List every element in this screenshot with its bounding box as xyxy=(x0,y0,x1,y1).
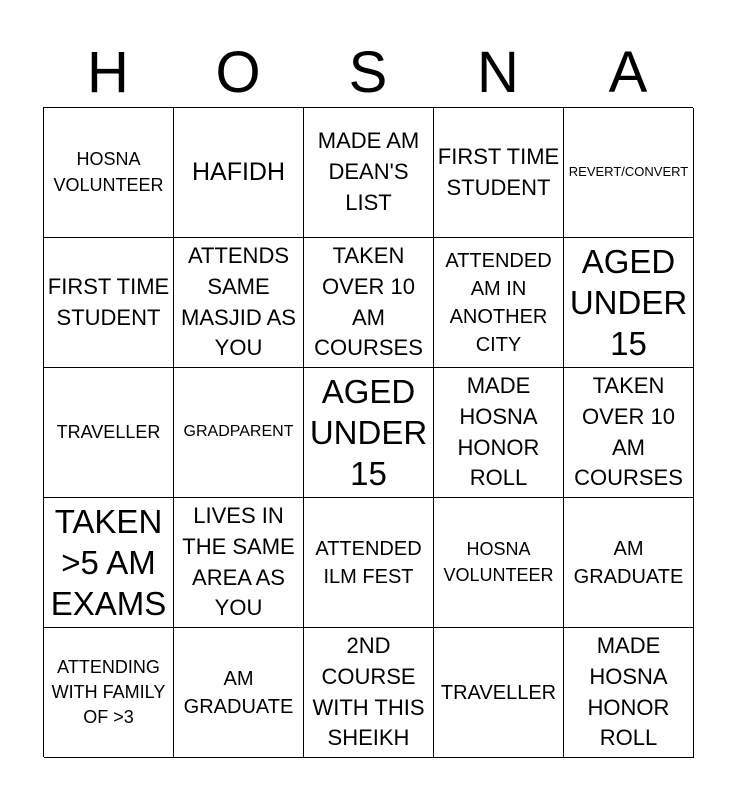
cell-text: FIRST TIME STUDENT xyxy=(47,273,170,330)
cell-text: TRAVELLER xyxy=(56,421,161,442)
cell-text: TRAVELLER xyxy=(440,681,557,704)
cell-text: MADE AM DEAN'S LIST xyxy=(317,128,420,215)
bingo-cell-r4-c3[interactable] xyxy=(304,498,434,628)
bingo-cell-r3-c1[interactable] xyxy=(44,368,174,498)
cell-text: GRADPARENT xyxy=(183,423,294,441)
bingo-cell-r3-c5[interactable] xyxy=(564,368,694,498)
cell-text: ATTENDED AM IN ANOTHER CITY xyxy=(445,249,552,356)
cell-text: ATTENDING WITH FAMILY OF >3 xyxy=(51,656,166,728)
cell-text: TAKEN OVER 10 AM COURSES xyxy=(314,242,423,361)
cell-text: 2ND COURSE WITH THIS SHEIKH xyxy=(312,632,425,751)
cell-text: ATTENDED ILM FEST xyxy=(315,537,422,588)
bingo-cell-r1-c3[interactable] xyxy=(304,108,434,238)
bingo-cell-r5-c3[interactable] xyxy=(304,628,434,758)
cell-text: TAKEN OVER 10 AM COURSES xyxy=(574,372,683,491)
bingo-board xyxy=(43,107,693,757)
header-letter-h: H xyxy=(87,40,129,105)
bingo-cell-r1-c1[interactable] xyxy=(44,108,174,238)
cell-text: AM GRADUATE xyxy=(183,667,294,718)
bingo-cell-r1-c5[interactable] xyxy=(564,108,694,238)
bingo-cell-r5-c5[interactable] xyxy=(564,628,694,758)
bingo-cell-r4-c2[interactable] xyxy=(174,498,304,628)
cell-text: LIVES IN THE SAME AREA AS YOU xyxy=(182,502,295,621)
cell-text: ATTENDS SAME MASJID AS YOU xyxy=(181,242,296,361)
cell-text: HOSNA VOLUNTEER xyxy=(443,539,554,585)
bingo-cell-r2-c3[interactable] xyxy=(304,238,434,368)
cell-text: FIRST TIME STUDENT xyxy=(437,143,560,200)
bingo-cell-r3-c3[interactable] xyxy=(304,368,434,498)
bingo-cell-r4-c5[interactable] xyxy=(564,498,694,628)
bingo-cell-r2-c5[interactable] xyxy=(564,238,694,368)
cell-text: HAFIDH xyxy=(191,157,286,186)
bingo-cell-r1-c2[interactable] xyxy=(174,108,304,238)
header-letter-a: A xyxy=(608,40,648,105)
bingo-header xyxy=(43,38,693,108)
header-letter-s: S xyxy=(348,40,388,105)
bingo-cell-r4-c1[interactable] xyxy=(44,498,174,628)
cell-text: AGED UNDER 15 xyxy=(569,242,688,363)
bingo-cell-r1-c4[interactable] xyxy=(434,108,564,238)
header-letter-n: N xyxy=(477,40,519,105)
cell-text: AM GRADUATE xyxy=(573,537,684,588)
bingo-cell-r3-c2[interactable] xyxy=(174,368,304,498)
bingo-cell-r5-c1[interactable] xyxy=(44,628,174,758)
cell-text: REVERT/CONVERT xyxy=(568,164,689,180)
cell-text: HOSNA VOLUNTEER xyxy=(53,149,164,195)
cell-text: MADE HOSNA HONOR ROLL xyxy=(587,632,670,751)
bingo-cell-r3-c4[interactable] xyxy=(434,368,564,498)
bingo-cell-r4-c4[interactable] xyxy=(434,498,564,628)
cell-text: AGED UNDER 15 xyxy=(309,372,428,493)
bingo-cell-r2-c4[interactable] xyxy=(434,238,564,368)
bingo-cell-r5-c2[interactable] xyxy=(174,628,304,758)
header-letter-o: O xyxy=(215,40,261,105)
cell-text: MADE HOSNA HONOR ROLL xyxy=(457,372,540,491)
bingo-cell-r2-c1[interactable] xyxy=(44,238,174,368)
bingo-cell-r5-c4[interactable] xyxy=(434,628,564,758)
bingo-cell-r2-c2[interactable] xyxy=(174,238,304,368)
cell-text: TAKEN >5 AM EXAMS xyxy=(50,502,167,623)
